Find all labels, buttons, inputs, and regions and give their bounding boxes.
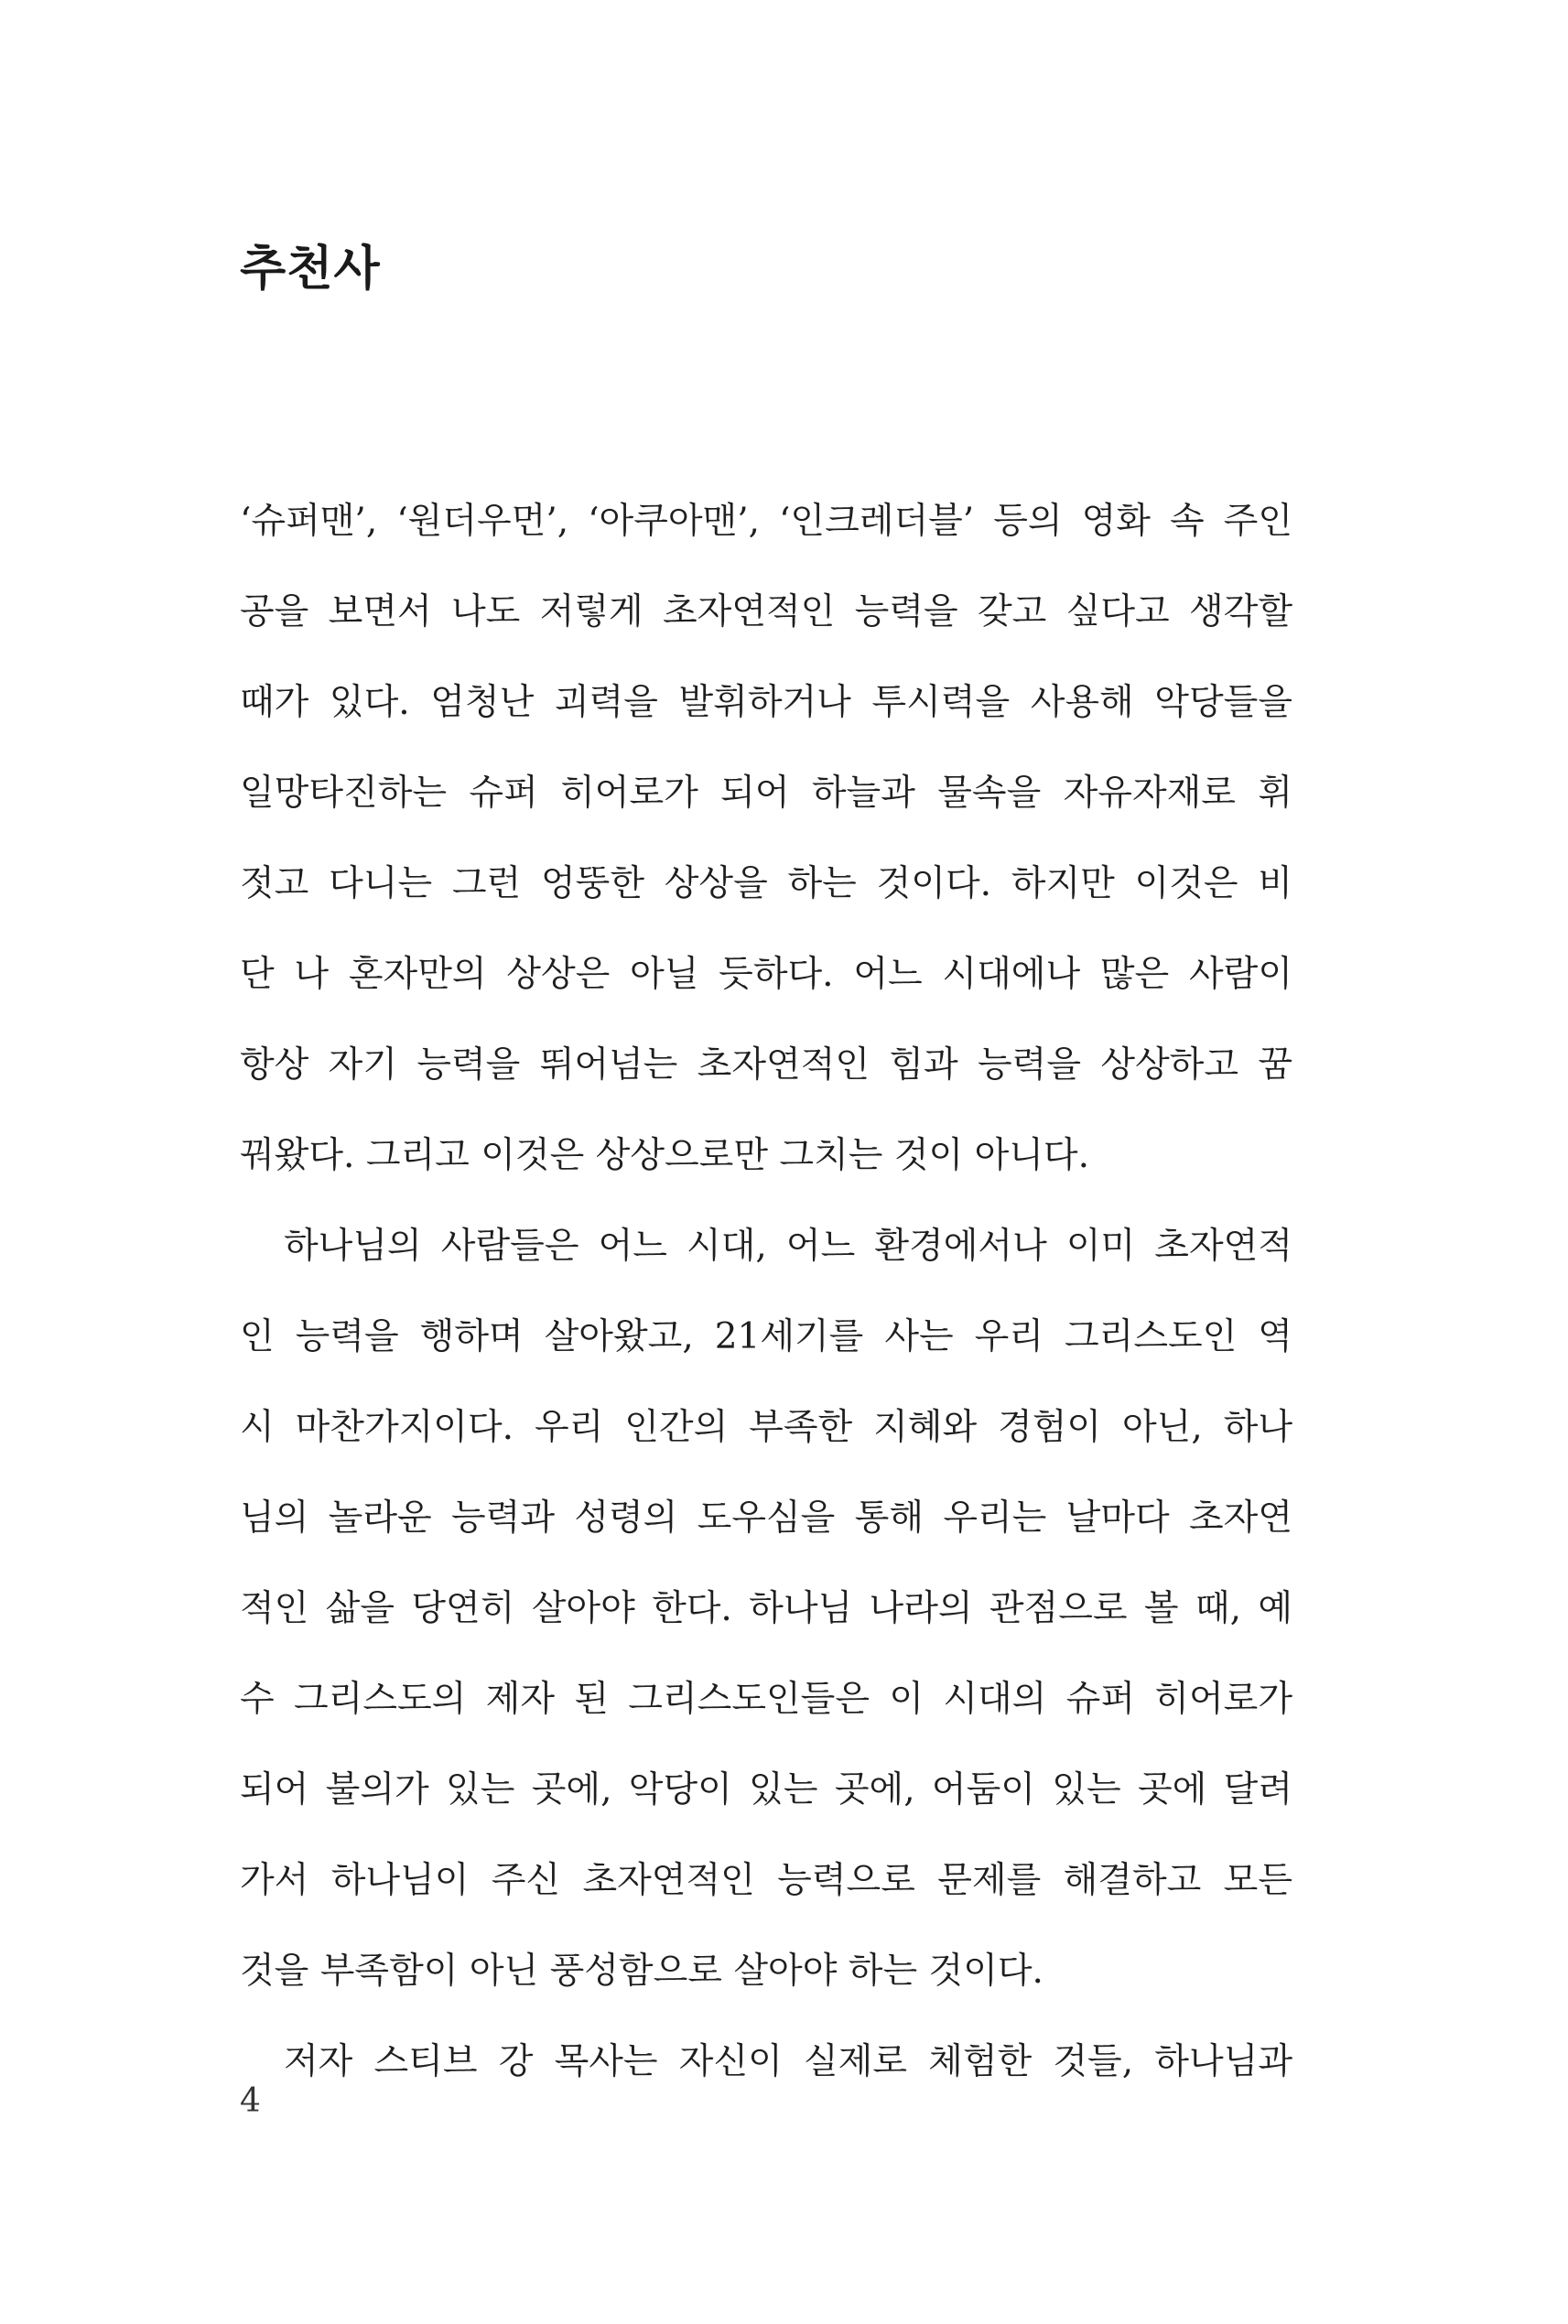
text-line: 하나님의 사람들은 어느 시대, 어느 환경에서나 이미 초자연적 [284,1226,1292,1267]
text-line: 님의 놀라운 능력과 성령의 도우심을 통해 우리는 날마다 초자연 [240,1497,1292,1539]
text-line: 꿔왔다. 그리고 이것은 상상으로만 그치는 것이 아니다. [240,1135,1090,1176]
text-line: 때가 있다. 엄청난 괴력을 발휘하거나 투시력을 사용해 악당들을 [240,682,1292,723]
text-line: 것을 부족함이 아닌 풍성함으로 살아야 하는 것이다. [240,1951,1044,1992]
text-line: 가서 하나님이 주신 초자연적인 능력으로 문제를 해결하고 모든 [240,1860,1292,1901]
text-line: 저자 스티브 강 목사는 자신이 실제로 체험한 것들, 하나님과 [284,2041,1292,2082]
text-line: 일망타진하는 슈퍼 히어로가 되어 하늘과 물속을 자유자재로 휘 [240,773,1292,814]
page-number: 4 [240,2082,261,2120]
body-text [240,476,1292,2107]
text-line: 적인 삶을 당연히 살아야 한다. 하나님 나라의 관점으로 볼 때, 예 [240,1588,1292,1629]
text-line: 되어 불의가 있는 곳에, 악당이 있는 곳에, 어둠이 있는 곳에 달려 [240,1769,1292,1811]
text-line: 항상 자기 능력을 뛰어넘는 초자연적인 힘과 능력을 상상하고 꿈 [240,1044,1292,1086]
text-line: 젓고 다니는 그런 엉뚱한 상상을 하는 것이다. 하지만 이것은 비 [240,863,1292,904]
text-line: 인 능력을 행하며 살아왔고, 21세기를 사는 우리 그리스도인 역 [240,1316,1292,1357]
text-line: 단 나 혼자만의 상상은 아닐 듯하다. 어느 시대에나 많은 사람이 [240,954,1292,995]
page-title: 추천사 [240,242,381,297]
text-line: ‘슈퍼맨’, ‘원더우먼’, ‘아쿠아맨’, ‘인크레더블’ 등의 영화 속 주인 [240,501,1292,542]
text-line: 시 마찬가지이다. 우리 인간의 부족한 지혜와 경험이 아닌, 하나 [240,1407,1292,1448]
text-line: 공을 보면서 나도 저렇게 초자연적인 능력을 갖고 싶다고 생각할 [240,591,1292,632]
text-line: 수 그리스도의 제자 된 그리스도인들은 이 시대의 슈퍼 히어로가 [240,1679,1292,1720]
